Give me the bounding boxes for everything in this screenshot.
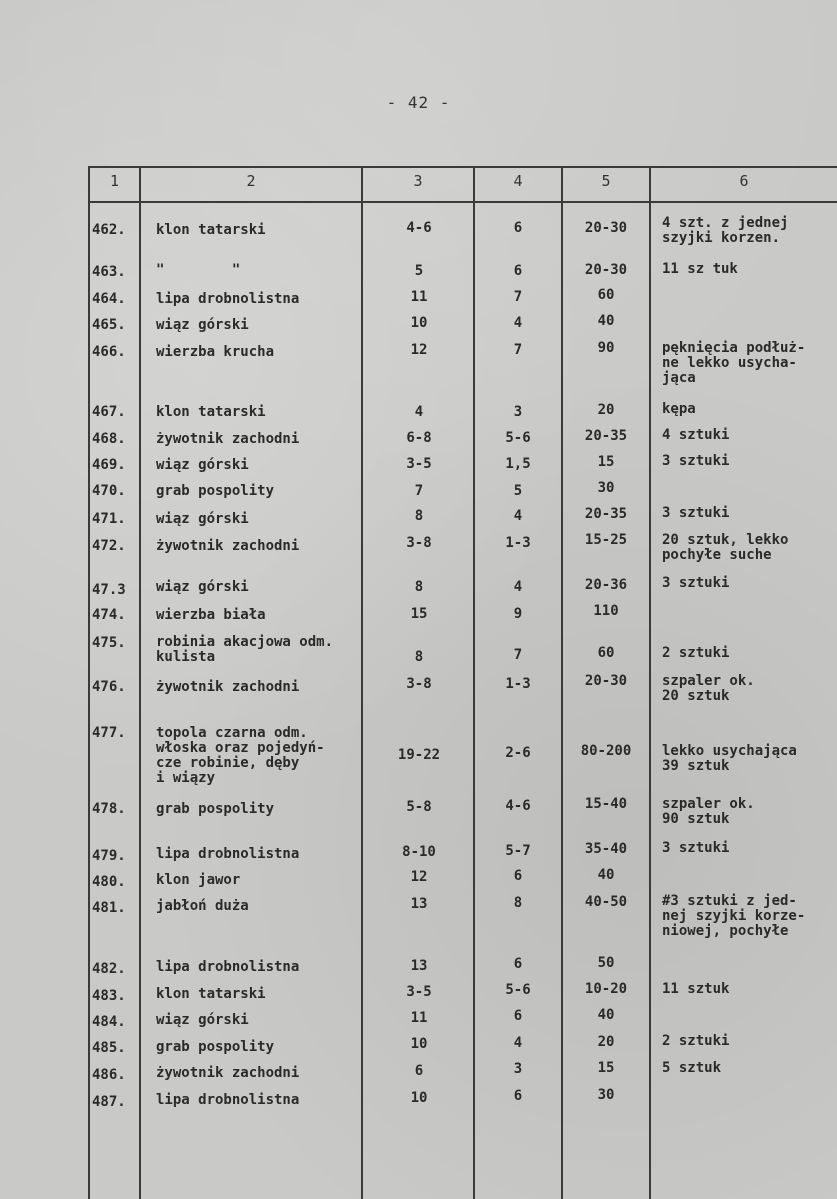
remarks: 2 sztuki: [662, 645, 730, 661]
species-name: wierzba biała: [156, 607, 266, 623]
row-number: 480.: [92, 874, 126, 890]
crown-value: 3: [513, 404, 523, 420]
species-name: żywotnik zachodni: [156, 431, 300, 447]
species-name: klon tatarski: [156, 404, 266, 420]
diameter-value: 20-30: [584, 262, 628, 278]
row-number: 471.: [92, 511, 126, 527]
height-value: 19-22: [397, 747, 441, 763]
diameter-value: 20: [597, 402, 615, 418]
remarks: szpaler ok. 20 sztuk: [662, 673, 755, 704]
height-value: 10: [410, 1090, 428, 1106]
diameter-value: 40: [597, 867, 615, 883]
remarks: 3 sztuki: [662, 840, 730, 856]
crown-value: 6: [513, 263, 523, 279]
remarks: kępa: [662, 401, 696, 417]
column-header: 2: [246, 172, 256, 190]
remarks: 4 sztuki: [662, 427, 730, 443]
row-number: 487.: [92, 1094, 126, 1110]
height-value: 5: [414, 263, 424, 279]
diameter-value: 10-20: [584, 981, 628, 997]
diameter-value: 20-35: [584, 506, 628, 522]
remarks: 5 sztuk: [662, 1060, 722, 1076]
remarks: 11 sz tuk: [662, 261, 738, 277]
table-top-border: [88, 166, 837, 168]
row-number: 484.: [92, 1014, 126, 1030]
diameter-value: 35-40: [584, 841, 628, 857]
species-name: wiąz górski: [156, 511, 249, 527]
height-value: 10: [410, 1036, 428, 1052]
diameter-value: 40-50: [584, 894, 628, 910]
remarks: 3 sztuki: [662, 505, 730, 521]
crown-value: 8: [513, 895, 523, 911]
row-number: 466.: [92, 344, 126, 360]
header-bottom-border: [88, 201, 837, 203]
height-value: 13: [410, 896, 428, 912]
column-header: 4: [513, 172, 523, 190]
remarks: 3 sztuki: [662, 453, 730, 469]
diameter-value: 15-40: [584, 796, 628, 812]
height-value: 6-8: [406, 430, 432, 446]
row-number: 462.: [92, 222, 126, 238]
height-value: 10: [410, 315, 428, 331]
crown-value: 4: [513, 508, 523, 524]
row-number: 475.: [92, 635, 126, 651]
crown-value: 5-6: [505, 982, 531, 998]
species-name: wiąz górski: [156, 1012, 249, 1028]
crown-value: 6: [513, 956, 523, 972]
row-number: 47.3: [92, 582, 126, 598]
species-name: żywotnik zachodni: [156, 538, 300, 554]
height-value: 3-8: [406, 676, 432, 692]
row-number: 481.: [92, 900, 126, 916]
species-name: jabłoń duża: [156, 898, 249, 914]
remarks: 20 sztuk, lekko pochyłe suche: [662, 532, 789, 563]
crown-value: 6: [513, 868, 523, 884]
row-number: 467.: [92, 404, 126, 420]
crown-value: 5-6: [505, 430, 531, 446]
species-name: żywotnik zachodni: [156, 1065, 300, 1081]
row-number: 476.: [92, 679, 126, 695]
species-name: lipa drobnolistna: [156, 291, 300, 307]
species-name: wiąz górski: [156, 317, 249, 333]
diameter-value: 15-25: [584, 532, 628, 548]
remarks: 11 sztuk: [662, 981, 730, 997]
row-number: 470.: [92, 483, 126, 499]
diameter-value: 20-35: [584, 428, 628, 444]
crown-value: 4: [513, 579, 523, 595]
height-value: 4: [414, 404, 424, 420]
crown-value: 5-7: [505, 843, 531, 859]
species-name: topola czarna odm. włoska oraz pojedyń- cze robinie, dęby i wiązy: [156, 725, 325, 786]
diameter-value: 80-200: [580, 743, 632, 759]
remarks: 4 szt. z jednej szyjki korzen.: [662, 215, 789, 246]
row-number: 465.: [92, 317, 126, 333]
height-value: 8: [414, 508, 424, 524]
column-divider: [139, 168, 141, 1199]
remarks: lekko usychająca 39 sztuk: [662, 743, 797, 774]
crown-value: 3: [513, 1061, 523, 1077]
column-divider: [88, 168, 90, 1199]
crown-value: 4: [513, 315, 523, 331]
diameter-value: 30: [597, 1087, 615, 1103]
height-value: 8: [414, 649, 424, 665]
height-value: 15: [410, 606, 428, 622]
crown-value: 1-3: [505, 676, 531, 692]
row-number: 483.: [92, 988, 126, 1004]
diameter-value: 60: [597, 645, 615, 661]
crown-value: 4: [513, 1035, 523, 1051]
crown-value: 1-3: [505, 535, 531, 551]
column-header: 5: [601, 172, 611, 190]
species-name: " ": [156, 262, 241, 278]
remarks: 2 sztuki: [662, 1033, 730, 1049]
crown-value: 7: [513, 289, 523, 305]
crown-value: 6: [513, 1088, 523, 1104]
diameter-value: 50: [597, 955, 615, 971]
row-number: 479.: [92, 848, 126, 864]
height-value: 8: [414, 579, 424, 595]
crown-value: 5: [513, 483, 523, 499]
diameter-value: 40: [597, 313, 615, 329]
height-value: 11: [410, 289, 428, 305]
species-name: grab pospolity: [156, 801, 275, 817]
row-number: 463.: [92, 264, 126, 280]
species-name: lipa drobnolistna: [156, 959, 300, 975]
species-name: wiąz górski: [156, 457, 249, 473]
height-value: 13: [410, 958, 428, 974]
species-name: grab pospolity: [156, 1039, 275, 1055]
row-number: 478.: [92, 801, 126, 817]
crown-value: 7: [513, 647, 523, 663]
diameter-value: 90: [597, 340, 615, 356]
row-number: 474.: [92, 607, 126, 623]
height-value: 4-6: [406, 220, 432, 236]
remarks: #3 sztuki z jed- nej szyjki korze- niowej, pochyłe: [662, 893, 806, 939]
column-divider: [361, 168, 363, 1199]
row-number: 469.: [92, 457, 126, 473]
row-number: 468.: [92, 431, 126, 447]
diameter-value: 20: [597, 1034, 615, 1050]
species-name: klon tatarski: [156, 986, 266, 1002]
diameter-value: 40: [597, 1007, 615, 1023]
height-value: 3-5: [406, 984, 432, 1000]
diameter-value: 20-30: [584, 220, 628, 236]
diameter-value: 15: [597, 454, 615, 470]
species-name: lipa drobnolistna: [156, 1092, 300, 1108]
species-name: klon jawor: [156, 872, 241, 888]
species-name: wiąz górski: [156, 579, 249, 595]
diameter-value: 30: [597, 480, 615, 496]
diameter-value: 15: [597, 1060, 615, 1076]
species-name: wierzba krucha: [156, 344, 275, 360]
crown-value: 4-6: [505, 798, 531, 814]
height-value: 5-8: [406, 799, 432, 815]
species-name: lipa drobnolistna: [156, 846, 300, 862]
height-value: 6: [414, 1063, 424, 1079]
species-name: klon tatarski: [156, 222, 266, 238]
height-value: 3-5: [406, 456, 432, 472]
remarks: pęknięcia podłuż- ne lekko usycha- jąca: [662, 340, 806, 386]
row-number: 482.: [92, 961, 126, 977]
height-value: 7: [414, 483, 424, 499]
column-header: 6: [739, 172, 749, 190]
species-name: żywotnik zachodni: [156, 679, 300, 695]
row-number: 464.: [92, 291, 126, 307]
species-name: grab pospolity: [156, 483, 275, 499]
column-header: 3: [413, 172, 423, 190]
remarks: szpaler ok. 90 sztuk: [662, 796, 755, 827]
page-number: - 42 -: [386, 93, 451, 112]
height-value: 8-10: [402, 844, 436, 860]
diameter-value: 110: [593, 603, 619, 619]
crown-value: 1,5: [505, 456, 531, 472]
row-number: 486.: [92, 1067, 126, 1083]
remarks: 3 sztuki: [662, 575, 730, 591]
height-value: 12: [410, 342, 428, 358]
diameter-value: 20-36: [584, 577, 628, 593]
species-name: robinia akacjowa odm. kulista: [156, 634, 334, 665]
diameter-value: 60: [597, 287, 615, 303]
height-value: 3-8: [406, 535, 432, 551]
row-number: 477.: [92, 725, 126, 741]
crown-value: 6: [513, 1008, 523, 1024]
crown-value: 7: [513, 342, 523, 358]
row-number: 472.: [92, 538, 126, 554]
diameter-value: 20-30: [584, 673, 628, 689]
crown-value: 2-6: [505, 745, 531, 761]
height-value: 11: [410, 1010, 428, 1026]
crown-value: 6: [513, 220, 523, 236]
row-number: 485.: [92, 1040, 126, 1056]
crown-value: 9: [513, 606, 523, 622]
column-header: 1: [109, 172, 120, 190]
height-value: 12: [410, 869, 428, 885]
